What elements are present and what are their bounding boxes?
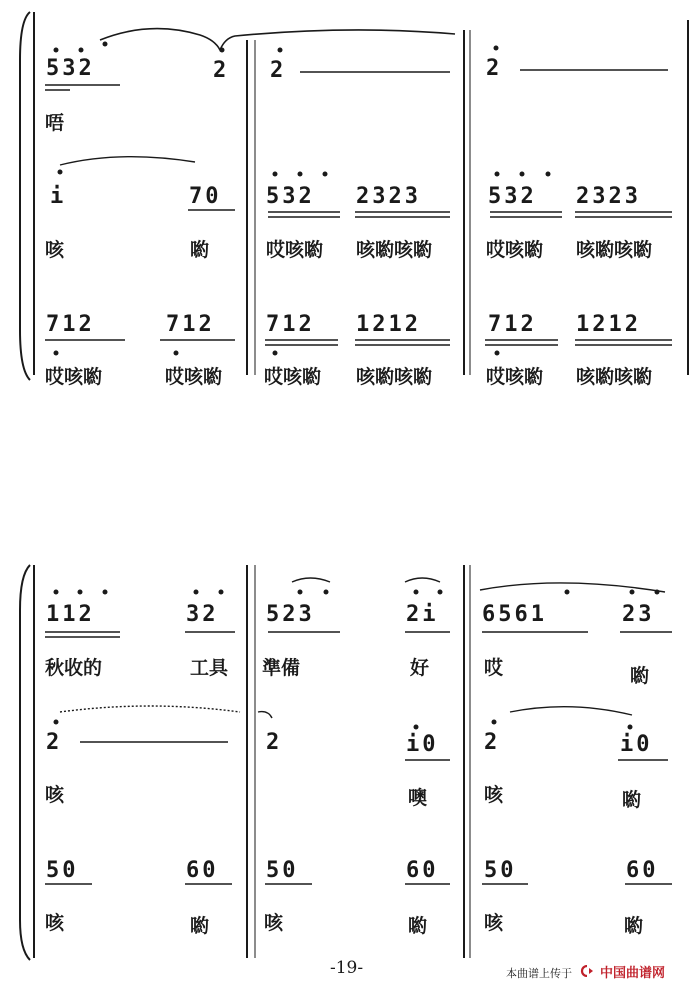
note-group: 60 [626,858,659,883]
note-group: 2 [270,58,287,83]
note-group: 60 [186,858,219,883]
site-logo-icon [580,965,594,977]
lyric: 喲 [624,915,644,937]
note-group: 2 [266,730,283,755]
note-group: 1212 [576,312,641,337]
lyric: 咳喲咳喲 [576,366,653,388]
note-group: 2323 [356,184,421,209]
lyric: 咳 [45,912,65,934]
lyric: 咳喲咳喲 [576,239,653,261]
note-group: 6561 [482,602,547,627]
footer-site-name: 中国曲谱网 [600,966,666,981]
page-number: -19- [330,958,364,978]
note-group: 523 [266,602,315,627]
lyric: 咳 [484,784,504,806]
footer-uploaded-text: 本曲谱上传于 [506,967,572,980]
lyric: 好 [410,657,430,679]
note-group: 532 [46,56,95,81]
lyric: 咳喲咳喲 [356,239,433,261]
lyric: 哎 [484,657,504,679]
note-group: 50 [46,858,79,883]
note-group: 2 [486,56,503,81]
lyric: 哎咳喲 [264,366,322,388]
lyric: 唔 [45,112,65,134]
note-group: 712 [166,312,215,337]
note-group: 532 [488,184,537,209]
note-group: 50 [266,858,299,883]
lyric: 喲 [190,915,210,937]
lyric: 準備 [262,657,301,679]
lyric: 哎咳喲 [486,366,544,388]
note-group: 712 [46,312,95,337]
note-group: 2 [213,58,230,83]
note-group: 1212 [356,312,421,337]
note-group: 2i [406,602,439,627]
footer-watermark [506,962,665,981]
lyric: 咳 [45,784,65,806]
system1-slur [100,29,455,50]
lyric: 哎咳喲 [165,366,223,388]
system2-brace [20,565,30,960]
note-group: 60 [406,858,439,883]
lyric: 咳 [484,912,504,934]
note-group: 712 [488,312,537,337]
note-group: 70 [189,184,222,209]
note-group: 532 [266,184,315,209]
lyric: 喲 [630,665,650,687]
lyric: 哎咳喲 [45,366,103,388]
lyric: 噢 [408,787,428,809]
note-group: 2 [46,730,63,755]
lyric: 咳 [264,912,284,934]
lyric: 喲 [190,239,210,261]
lyric: 哎咳喲 [266,239,324,261]
system1-brace [20,12,30,380]
lyric: 咳 [45,239,65,261]
lyric: 工具 [190,657,229,679]
note-group: i0 [620,732,653,757]
note-group: i [50,184,67,209]
lyric: 秋收的 [45,657,103,679]
note-group: 712 [266,312,315,337]
note-group: 32 [186,602,219,627]
note-group: 50 [484,858,517,883]
lyric: 喲 [408,915,428,937]
lyric: 喲 [622,789,642,811]
note-group: 112 [46,602,95,627]
lyric: 哎咳喲 [486,239,544,261]
note-group: 23 [622,602,655,627]
note-group: 2323 [576,184,641,209]
lyric: 咳喲咳喲 [356,366,433,388]
note-group: 2 [484,730,501,755]
note-group: i0 [406,732,439,757]
